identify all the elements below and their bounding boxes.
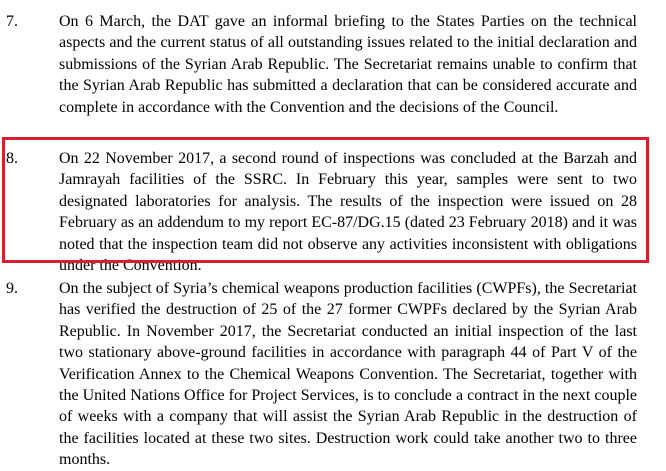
paragraph-number: 8. (6, 150, 18, 167)
paragraph-text: On the subject of Syria’s chemical weapons production facilities (CWPFs), the Secretariat has verified the destruction of 25 of the 27 former CWPFs declared by the Syrian Arab Republic. In November 2017, the Secretariat conducted an initial inspection of the last two stationary above-ground facilities in accordance with paragraph 44 of Part V of the Verification Annex to the Chemical Weapons Convention. The Secretariat, together with the United Nations Office for Project Services, is to conclude a contract in the next couple of weeks with a company that will assist the Syrian Arab Republic in the destruction of the facilities located at these two sites. Destruction work could take another two to three months. (59, 280, 637, 469)
paragraph-number: 9. (6, 280, 18, 297)
paragraph-7 (0, 11, 666, 141)
paragraph-number: 7. (6, 13, 18, 30)
paragraph-9 (0, 278, 666, 469)
paragraph-text: On 6 March, the DAT gave an informal briefing to the States Parties on the technical aspects and the current status of all outstanding issues related to the initial declaration and submissions of the Syrian Arab Republic. The Secretariat remains unable to confirm that the Syrian Arab Republic has submitted a declaration that can be considered accurate and complete in accordance with the Convention and the decisions of the Council. (59, 13, 637, 116)
paragraph-text: On 22 November 2017, a second round of inspections was concluded at the Barzah and Jamrayah facilities of the SSRC. In February this year, samples were sent to two designated laboratories for analysis. The results of the inspection were issued on 28 February as an addendum to my report EC-87/DG.15 (dated 23 February 2018) and it was noted that the inspection team did not observe any activities inconsistent with obligations under the Convention. (59, 150, 637, 275)
paragraph-8 (0, 148, 666, 275)
